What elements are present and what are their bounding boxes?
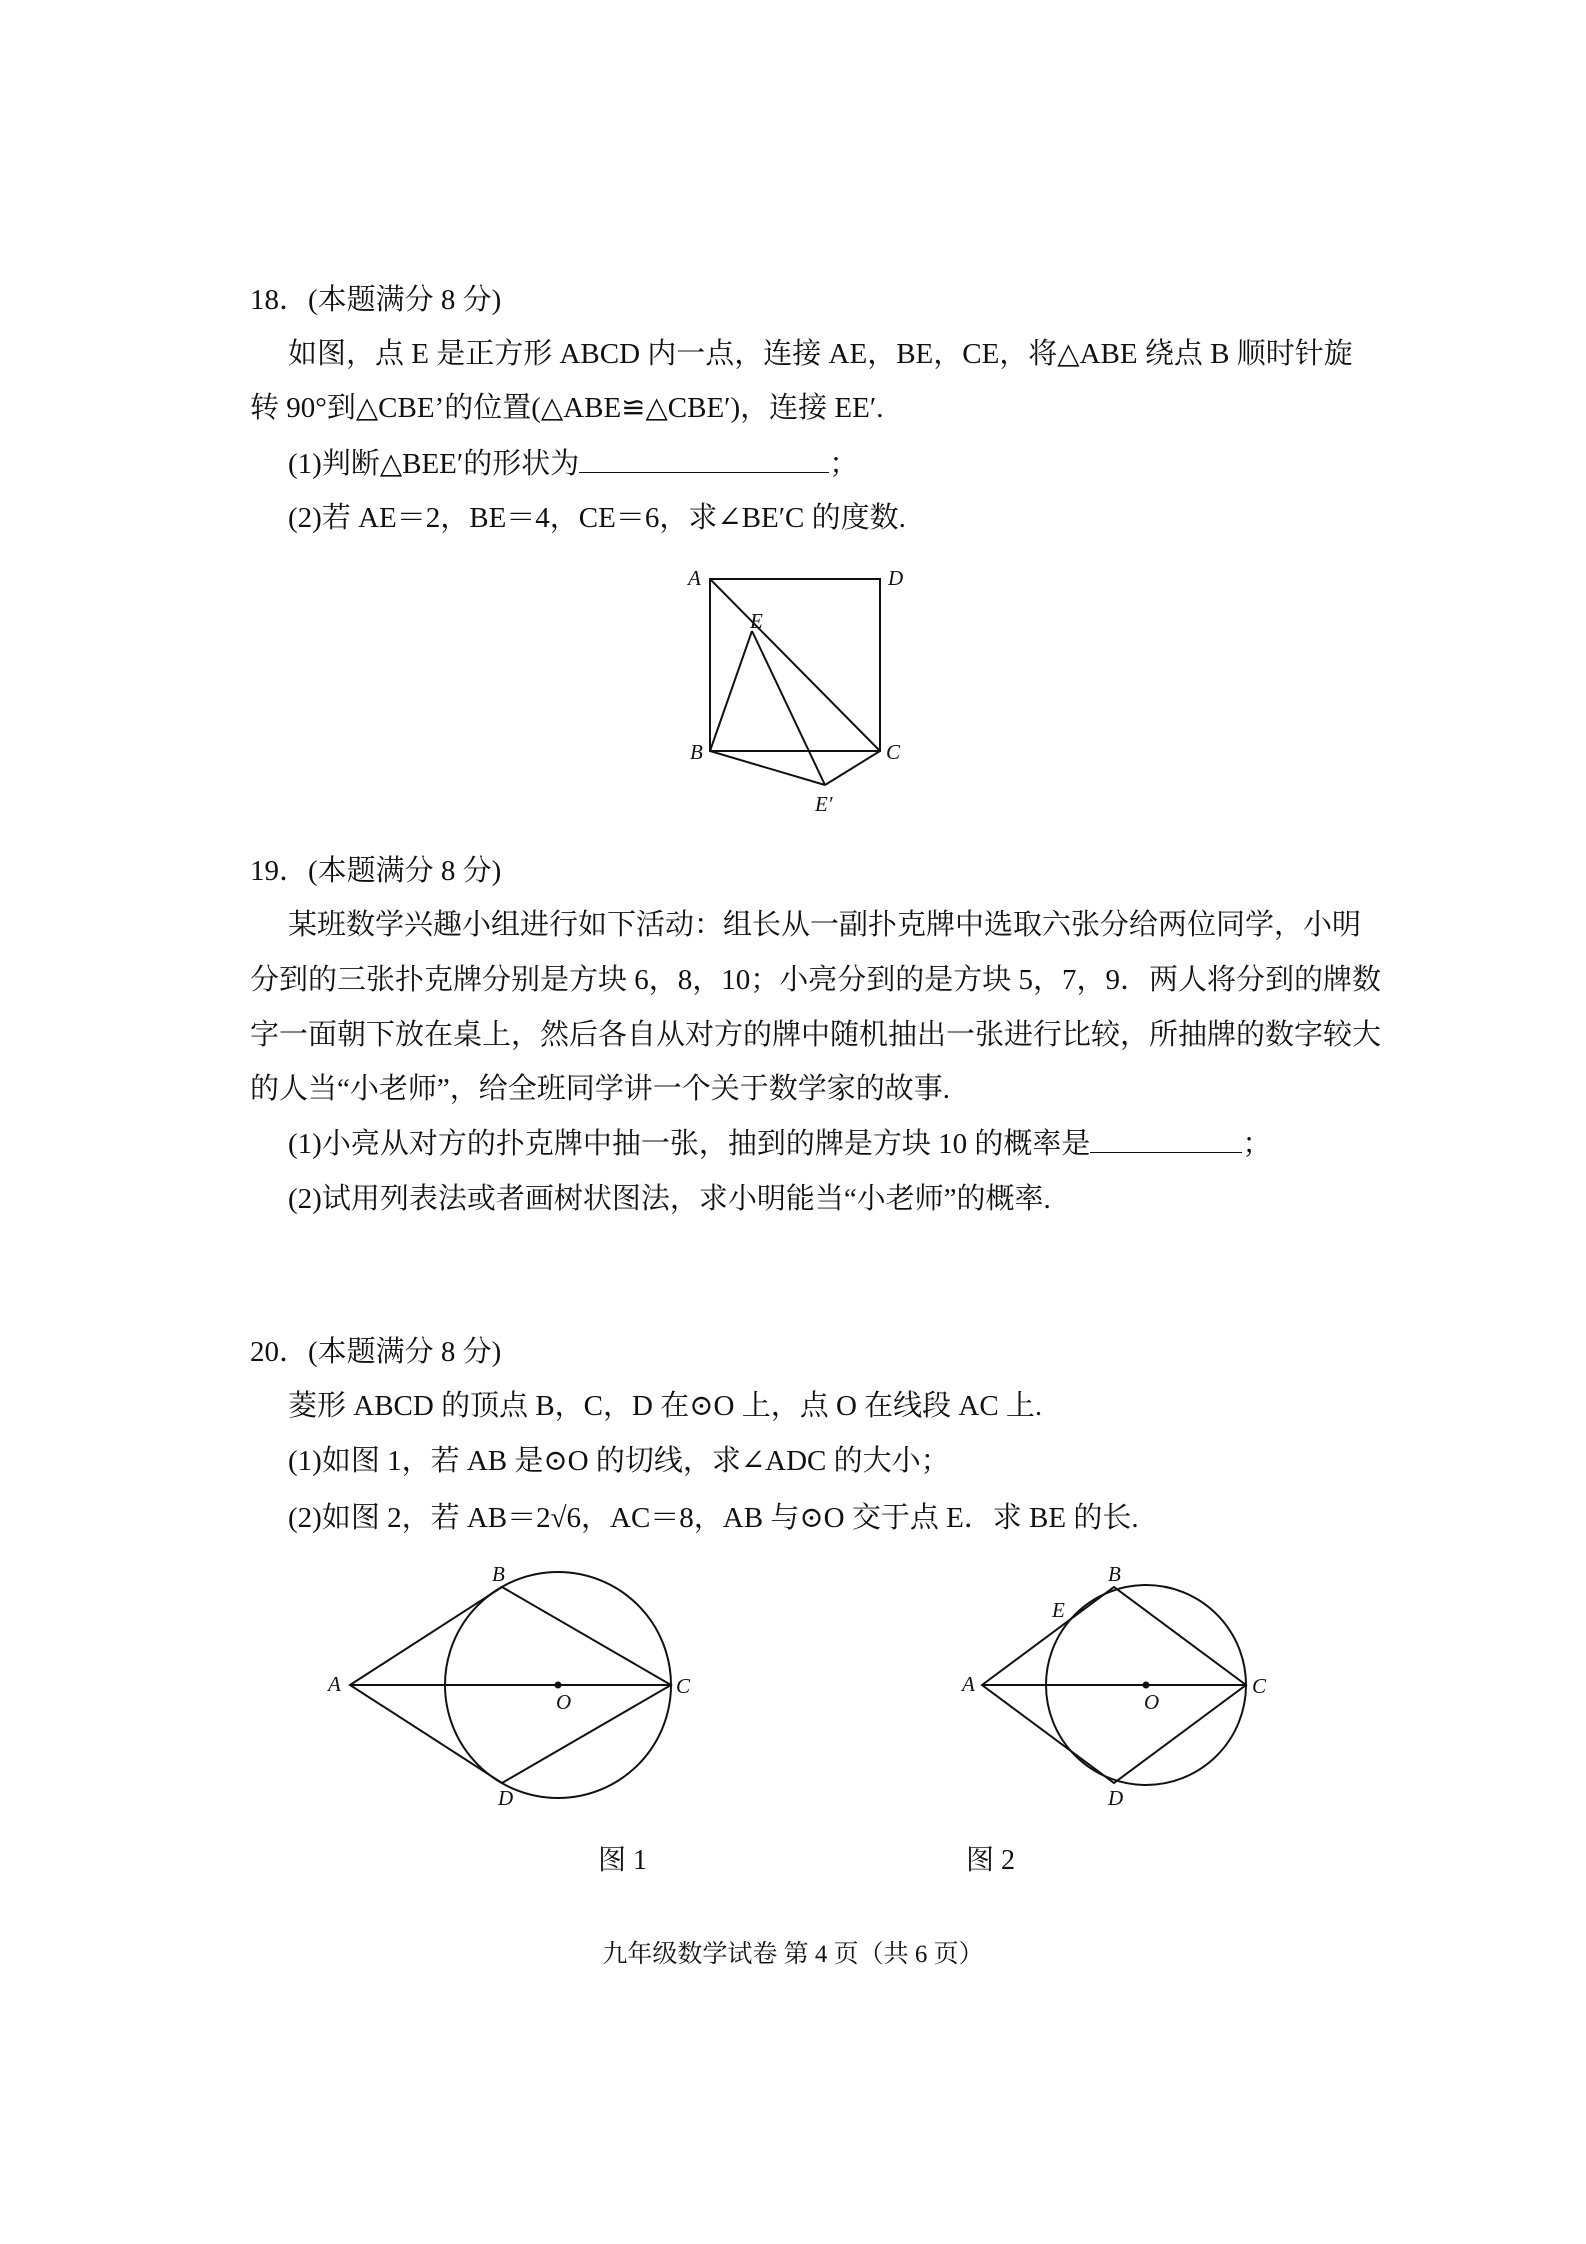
fig1-label-d: D — [498, 1786, 514, 1810]
q19-part1-end: ； — [1242, 1128, 1272, 1160]
fig2-label-o: O — [1144, 1690, 1160, 1714]
q18-part1-end: ； — [829, 448, 859, 480]
fig2-caption: 图 2 — [966, 1845, 1016, 1876]
label-e: E — [750, 609, 763, 633]
q18-part1-text: (1)判断△BEE′的形状为 — [288, 448, 580, 480]
label-c: C — [886, 740, 901, 764]
fig1-caption: 图 1 — [598, 1845, 648, 1876]
segment-be — [710, 631, 752, 751]
q20-figure-1 — [320, 1562, 700, 1825]
segment-b-e-prime — [710, 751, 825, 785]
q19-text-line1: 某班数学兴趣小组进行如下活动：组长从一副扑克牌中选取六张分给两位同学，小明 — [288, 909, 1362, 941]
fig1-label-a: A — [328, 1672, 341, 1696]
q18-text-line1: 如图，点 E 是正方形 ABCD 内一点，连接 AE，BE，CE，将△ABE 绕点 B 顺时针旋 — [288, 338, 1353, 370]
q18-text-line2: 转 90°到△CBE’的位置(△ABE≌△CBE′)，连接 EE′. — [250, 392, 884, 424]
segment-ac — [710, 579, 880, 751]
q20-part1: (1)如图 1，若 AB 是⊙O 的切线，求∠ADC 的大小； — [288, 1445, 950, 1477]
q19-heading: 19．(本题满分 8 分) — [250, 855, 502, 887]
fig2-label-b: B — [1108, 1562, 1121, 1586]
fig2-label-d: D — [1108, 1786, 1124, 1810]
fig1-label-o: O — [556, 1690, 572, 1714]
fig2-label-a: A — [962, 1672, 975, 1696]
q20-figure-2 — [950, 1562, 1290, 1825]
q18-heading: 18．(本题满分 8 分) — [250, 284, 502, 316]
label-e-prime: E′ — [815, 792, 833, 816]
center-point-o — [1143, 1682, 1150, 1689]
segment-c-e-prime — [825, 751, 880, 785]
fig2-label-e: E — [1052, 1598, 1065, 1622]
q19-text-line3: 字一面朝下放在桌上，然后各自从对方的牌中随机抽出一张进行比较，所抽牌的数字较大 — [250, 1019, 1382, 1051]
label-a: A — [688, 566, 701, 590]
q18-part2: (2)若 AE＝2，BE＝4，CE＝6，求∠BE′C 的度数. — [288, 502, 906, 534]
segment-ee-prime — [752, 631, 825, 785]
q20-part2: (2)如图 2，若 AB＝2√6，AC＝8，AB 与⊙O 交于点 E．求 BE 的长. — [288, 1502, 1139, 1534]
q19-part1 — [288, 1126, 1271, 1162]
q19-text-line2: 分到的三张扑克牌分别是方块 6，8，10；小亮分到的是方块 5，7，9．两人将分到的牌数 — [250, 964, 1382, 996]
fig1-label-b: B — [492, 1562, 505, 1586]
fig2-label-c: C — [1252, 1674, 1267, 1698]
fig1-label-c: C — [676, 1674, 691, 1698]
q19-answer-blank[interactable] — [1090, 1126, 1242, 1153]
label-d: D — [888, 566, 904, 590]
q20-text-line1: 菱形 ABCD 的顶点 B，C，D 在⊙O 上，点 O 在线段 AC 上. — [288, 1390, 1043, 1422]
center-point-o — [555, 1682, 562, 1689]
q18-part1 — [288, 446, 858, 482]
q19-text-line4: 的人当“小老师”，给全班同学讲一个关于数学家的故事. — [250, 1073, 950, 1105]
q18-figure — [680, 555, 920, 825]
q19-part2: (2)试用列表法或者画树状图法，求小明能当“小老师”的概率. — [288, 1183, 1051, 1215]
q18-answer-blank[interactable] — [579, 446, 829, 473]
q20-heading: 20．(本题满分 8 分) — [250, 1336, 502, 1368]
q19-part1-text: (1)小亮从对方的扑克牌中抽一张，抽到的牌是方块 10 的概率是 — [288, 1128, 1091, 1160]
label-b: B — [690, 740, 703, 764]
page-footer: 九年级数学试卷 第 4 页（共 6 页） — [602, 1941, 984, 1968]
